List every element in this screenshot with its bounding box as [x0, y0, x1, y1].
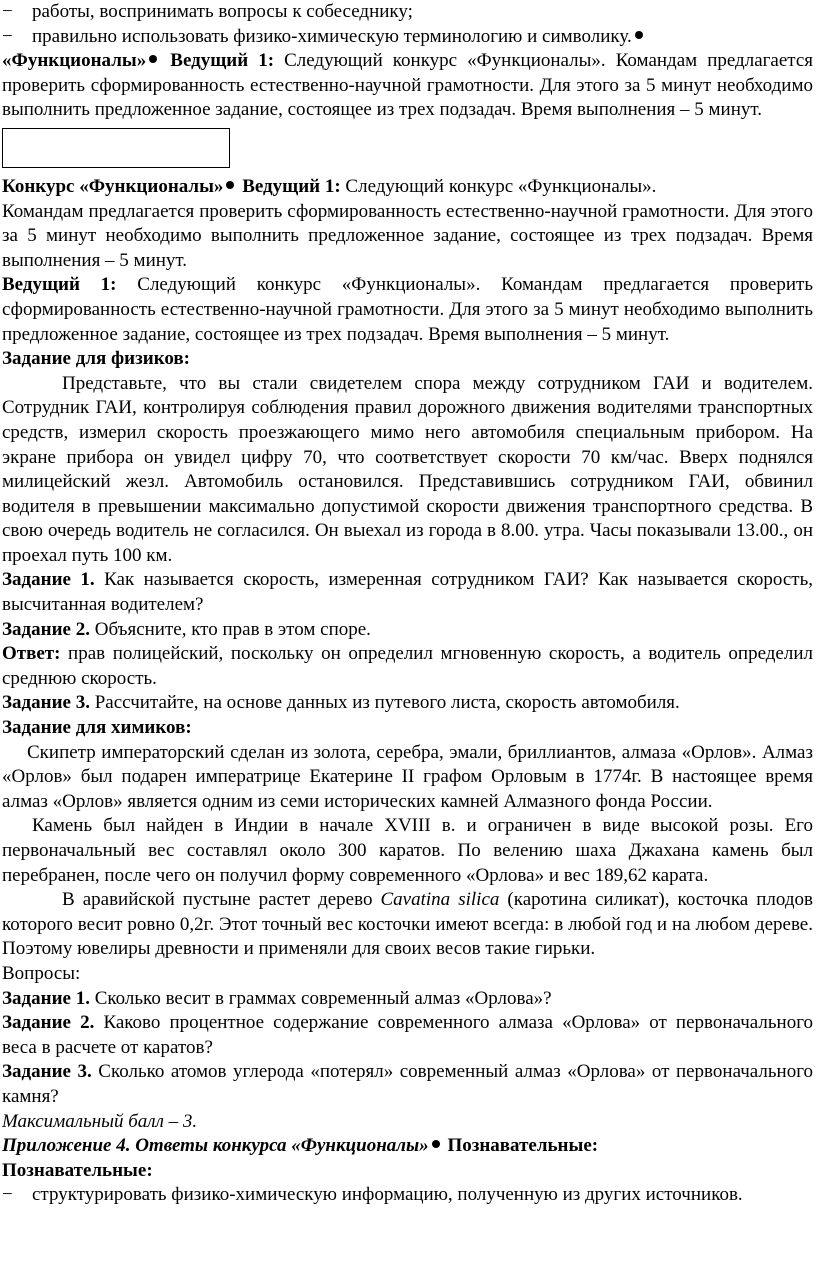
list-text: структурировать физико-химическую информацию, полученную из других источников.: [32, 1184, 743, 1206]
appendix-title: Приложение 4. Ответы конкурса «Функционалы» Познавательные:: [2, 1135, 599, 1157]
list-text: работы, воспринимать вопросы к собеседнику;: [32, 1, 413, 22]
dash-marker: −: [2, 1, 13, 22]
bullet-icon: [635, 31, 643, 39]
paragraph-contest-1: «Функционалы» Ведущий 1: Следующий конкурс «Функционалы». Командам предлагается проверить сформированность естественно-научной грамотности. Для этого за 5 минут необходимо выполнить предложенное задание, состоящее из трех подзадач. Время выполнения – 5 минут.: [2, 50, 814, 121]
list-item: [2, 25, 813, 50]
empty-frame: [2, 128, 230, 168]
list-item: [2, 1183, 813, 1208]
dash-marker: −: [2, 25, 13, 47]
chemistry-heading: Задание для химиков:: [2, 717, 192, 739]
dash-marker: −: [2, 1184, 13, 1206]
physics-task-1: Задание 1. Как называется скорость, измеренная сотрудником ГАИ? Как называется скорость, высчитанная водителем?: [2, 569, 814, 616]
bullet-icon: [432, 1140, 440, 1148]
physics-answer: Ответ: прав полицейский, поскольку он определил мгновенную скорость, а водитель определил среднюю скорость.: [2, 643, 813, 689]
bullet-icon: [226, 181, 234, 189]
cognitive-heading: Познавательные:: [2, 1159, 153, 1181]
chemistry-task-2: Задание 2. Каково процентное содержание современного алмаза «Орлова» от первоначального веса в расчете от каратов?: [2, 1012, 814, 1058]
chemistry-paragraph-1: Скипетр императорский сделан из золота, серебра, эмали, бриллиантов, алмаза «Орлов». Алмаз «Орлов» был подарен императрице Екатерине II графом Орловым в 1774г. В настоящее время алмаз «Орлов» является одним из семи исторических камней Алмазного фонда России.: [2, 741, 813, 812]
physics-task-2: Задание 2. Объясните, кто прав в этом споре.: [2, 618, 371, 640]
physics-task-3: Задание 3. Рассчитайте, на основе данных из путевого листа, скорость автомобиля.: [2, 692, 680, 714]
physics-heading: Задание для физиков:: [2, 348, 191, 370]
bullet-icon: [149, 55, 157, 63]
chemistry-task-1: Задание 1. Сколько весит в граммах современный алмаз «Орлова»?: [2, 987, 552, 1009]
list-text: правильно использовать физико-химическую терминологию и символику.: [32, 25, 813, 50]
list-item: [2, 0, 813, 25]
paragraph-contest-2-text: Командам предлагается проверить сформированность естественно-научной грамотности. Для этого за 5 минут необходимо выполнить предложенное задание, состоящее из трех подзадач. Время выполнения – 5 минут.: [2, 200, 813, 271]
chemistry-task-3: Задание 3. Сколько атомов углерода «потерял» современный алмаз «Орлова» от первоначального камня?: [2, 1061, 814, 1107]
physics-story: Представьте, что вы стали свидетелем спора между сотрудником ГАИ и водителем. Сотрудник ГАИ, контролируя соблюдения правил дорожного движения водителями транспортных средств, измерил скорость проезжающего мимо него автомобиля специальным прибором. На экране прибора он увидел цифру 70, что соответствует скорости 70 км/час. Вверх поднялся милицейский жезл. Автомобиль остановился. Представившись сотрудником ГАИ, обвинил водителя в превышении максимально допустимой скорости движения транспортного средства. В свою очередь водитель не согласился. Он выехал из города в 8.00. утра. Часы показывали 13.00., он проехал путь 100 км.: [2, 372, 813, 566]
max-score: Максимальный балл – 3.: [2, 1110, 198, 1132]
paragraph-host: Ведущий 1: Следующий конкурс «Функционалы». Командам предлагается проверить сформированность естественно-научной грамотности. Для этого за 5 минут необходимо выполнить предложенное задание, состоящее из трех подзадач. Время выполнения – 5 минут.: [2, 274, 814, 345]
questions-label: Вопросы:: [2, 962, 81, 984]
chemistry-paragraph-2: Камень был найден в Индии в начале XVIII в. и ограничен в виде высокой розы. Его первоначальный вес составлял около 300 каратов. По велению шаха Джахана камень был перебранен, после чего он получил форму современного «Орлова» и вес 189,62 карата.: [2, 815, 813, 886]
paragraph-contest-2-title: Конкурс «Функционалы» Ведущий 1: Следующий конкурс «Функционалы».: [2, 175, 657, 197]
chemistry-paragraph-3: В аравийской пустыне растет дерево Cavatina silica (каротина силикат), косточка плодов которого весит ровно 0,2г. Этот точный вес косточки имеют всегда: в любой год и на любом дереве. Поэтому ювелиры древности и применяли для своих весов такие гирьки.: [2, 889, 814, 960]
